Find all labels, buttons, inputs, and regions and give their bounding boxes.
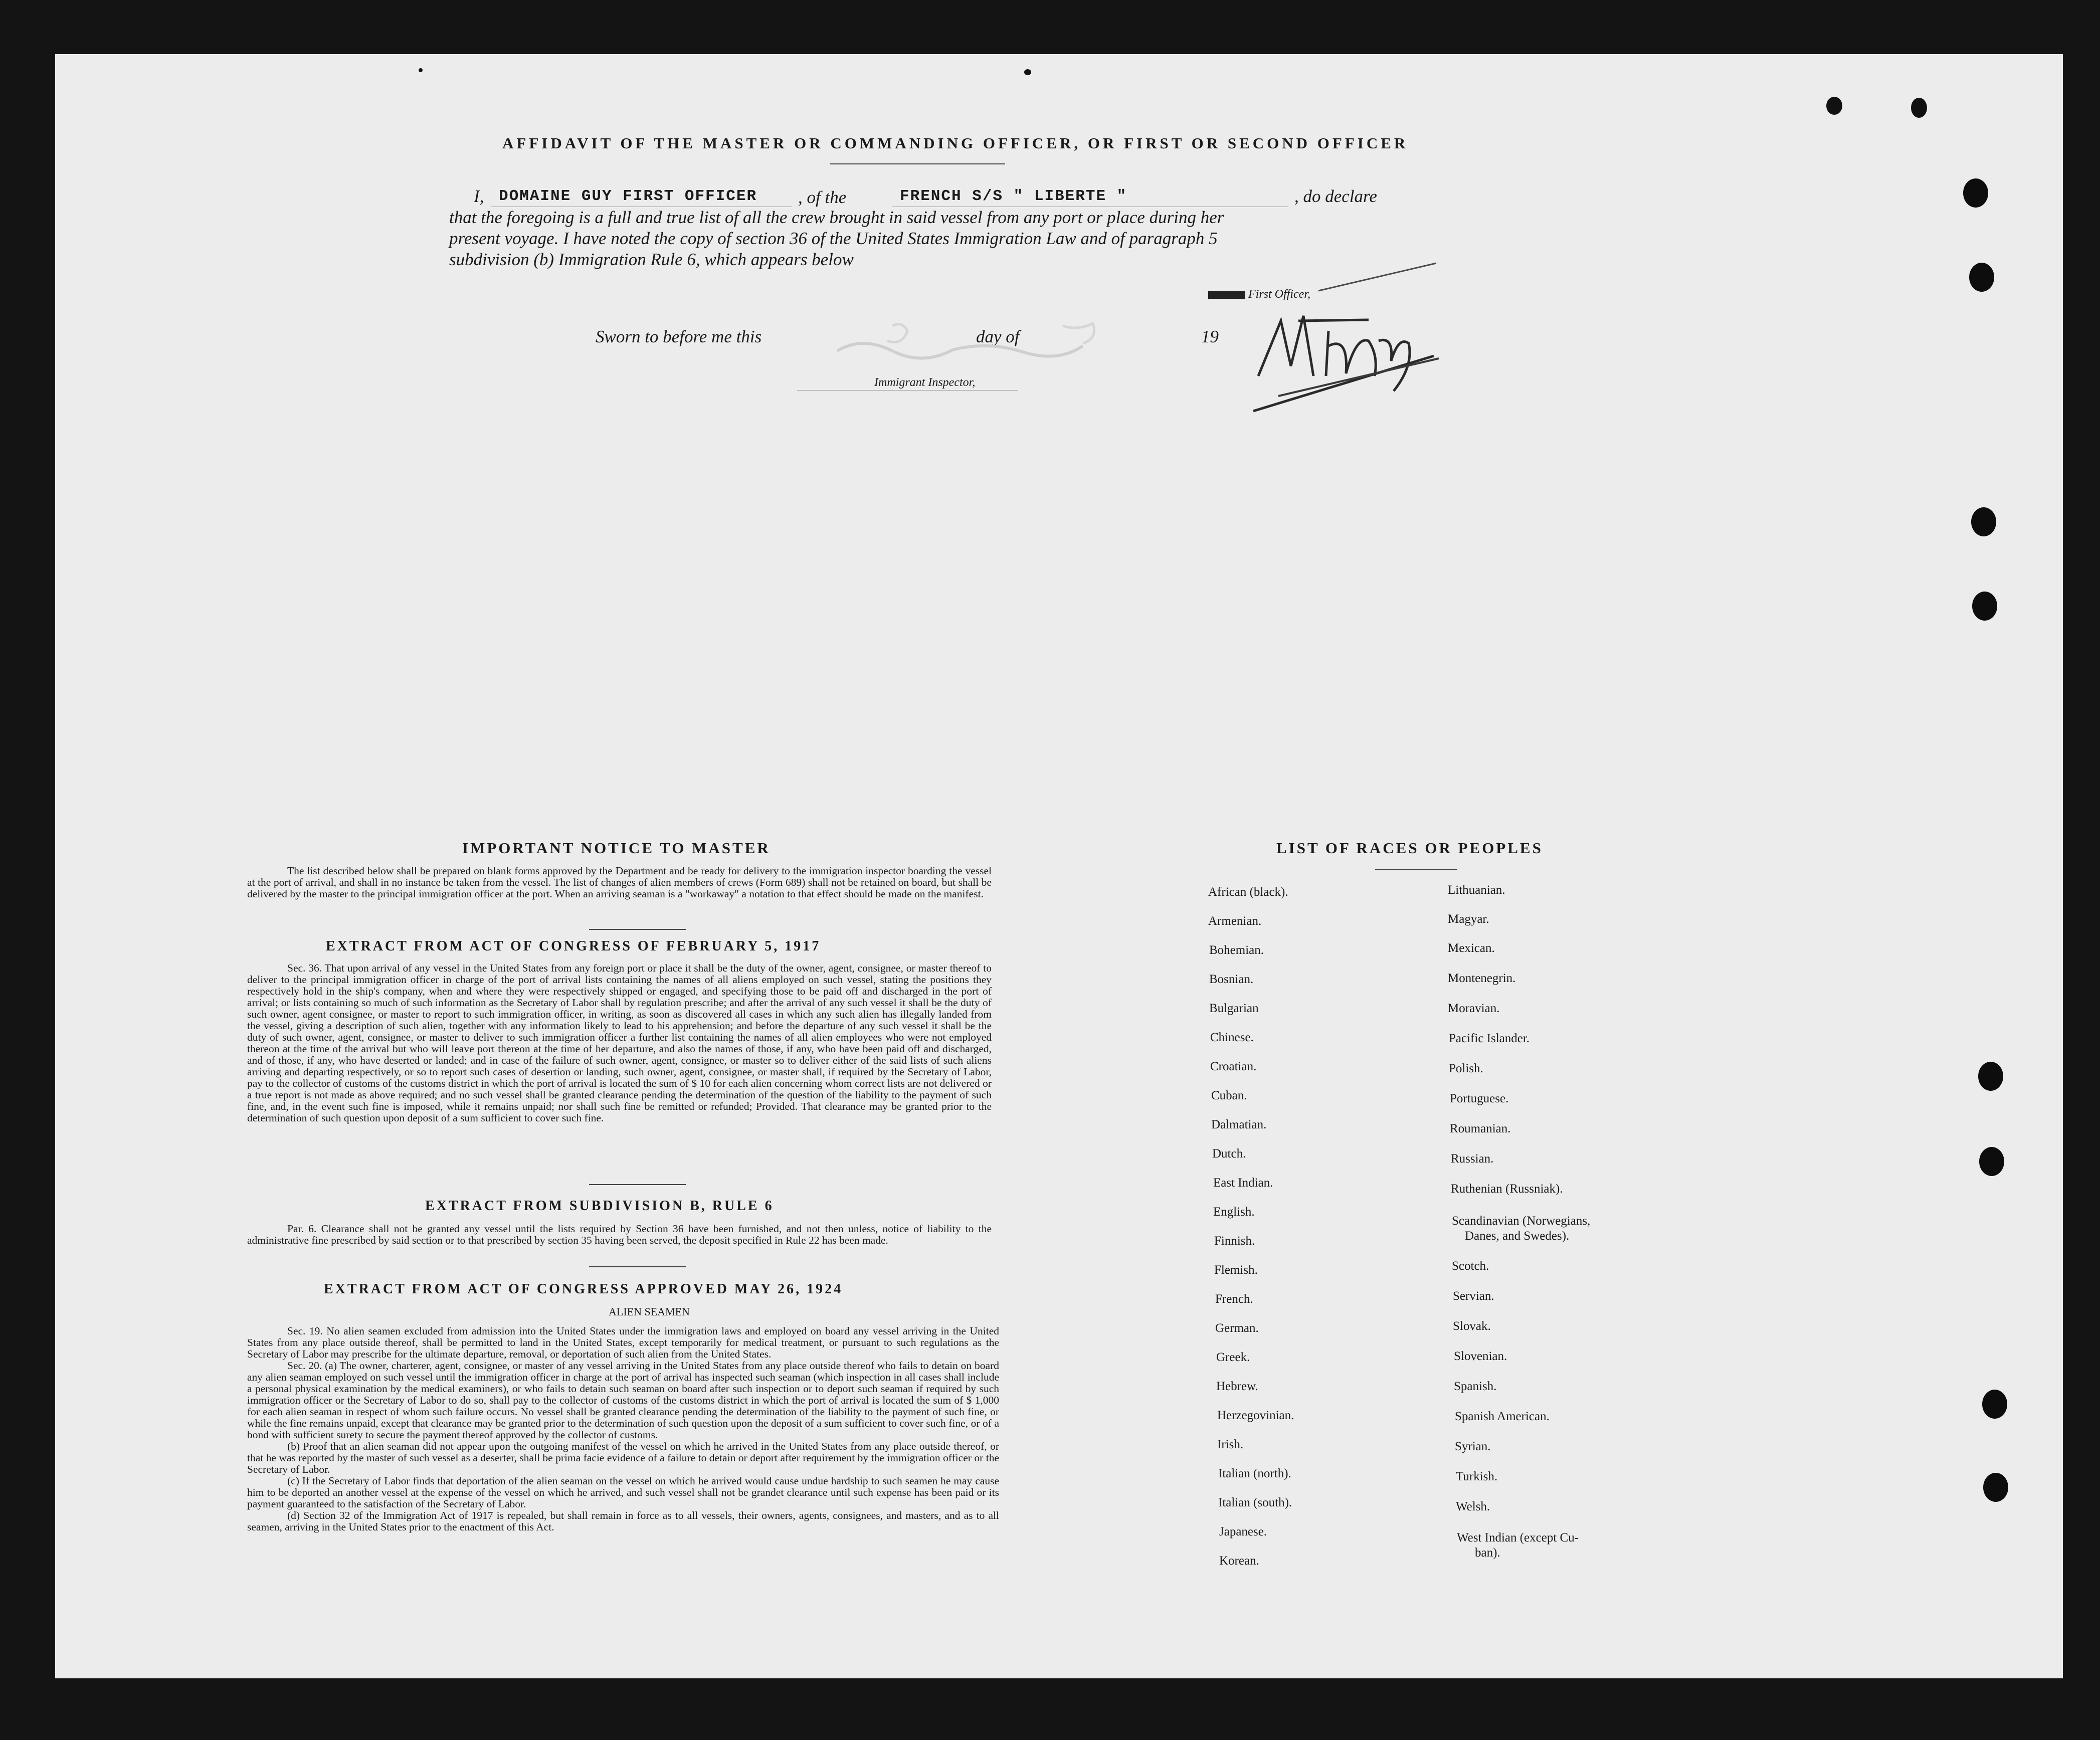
declaration-line: present voyage. I have noted the copy of section 36 of the United States Immigration Law and of paragraph 5 [449,229,1218,248]
race-item: Bulgarian [1209,1002,1259,1015]
races-title: LIST OF RACES OR PEOPLES [1276,839,1543,857]
speck [419,68,423,72]
section-20c-paragraph: (c) If the Secretary of Labor finds that deportation of the alien seaman on the vessel on which he arrived would cause undue hardship to such seamen he may cause him to be deported an another vessel at the expense of the vessel on which he arrived, and such vessel shall not be grandet clearance until such expense has been paid or its payment guaranteed to the satisfaction of the Secretary of Labor. [247,1475,999,1510]
race-item: Magyar. [1448,912,1489,926]
punch-mark [1911,98,1927,118]
divider [589,1184,686,1185]
race-item: Chinese. [1210,1031,1254,1044]
extract3-title: EXTRACT FROM ACT OF CONGRESS APPROVED MAY 26, 1924 [324,1281,843,1297]
declaration-line: subdivision (b) Immigration Rule 6, which appears below [449,250,854,269]
officer-title: First Officer, [1248,288,1310,301]
do-declare-label: , do declare [1294,186,1377,206]
race-item: Pacific Islander. [1449,1032,1530,1045]
divider [589,929,686,930]
officer-signature [1243,261,1454,421]
race-item: East Indian. [1213,1176,1273,1190]
race-item: Moravian. [1448,1002,1500,1015]
sworn-line [797,390,1018,391]
race-item: Portuguese. [1450,1092,1509,1105]
race-item: Spanish American. [1455,1410,1550,1423]
binder-hole [1971,507,1996,536]
redaction-mark [1208,291,1245,299]
section-19-paragraph: Sec. 19. No alien seamen excluded from admission into the United States under the immigration laws and employed on board any vessel arriving in the United States from any place outside thereof, shall be permitted to land in the United States, except temporarily for medical treatment, or pursuant to such regulations as the Secretary of Labor may prescribe for the ultimate departure, removal, or deportation of such alien from the United States. [247,1325,999,1360]
race-item: African (black). [1208,885,1288,899]
of-the-label: , of the [798,187,847,207]
race-item: Armenian. [1208,914,1262,928]
race-item: Syrian. [1455,1440,1491,1453]
race-item: Lithuanian. [1448,883,1505,897]
race-item: Welsh. [1456,1500,1490,1513]
extract1-text [247,962,992,1124]
race-item: Montenegrin. [1448,972,1516,985]
race-item: Bosnian. [1209,973,1254,986]
extract2-text [247,1223,992,1246]
binder-hole [1979,1147,2004,1176]
race-item: Scandinavian (Norwegians, [1452,1214,1591,1228]
binder-hole [1963,178,1988,208]
race-item: West Indian (except Cu- [1457,1531,1579,1544]
pronoun: I, [474,186,484,206]
race-item: French. [1215,1292,1253,1306]
race-item: Flemish. [1214,1263,1258,1277]
notice-paragraph: The list described below shall be prepared on blank forms approved by the Department and be ready for delivery to the immigration inspector boarding the vessel at the port of arrival, and shall in no instance be taken from the vessel. The list of changes of alien members of crews (Form 689) shall not be retained on board, but shall be delivered by the master to the principal immigration officer at the port. When an arriving seaman is a "workaway" a notation to that effect should be made on the manifest. [247,865,992,900]
race-item: Greek. [1216,1350,1250,1364]
divider [589,1266,686,1267]
race-item: Polish. [1449,1062,1483,1075]
race-item: Herzegovinian. [1217,1409,1294,1422]
binder-hole [1983,1473,2008,1502]
extract3-text [247,1325,999,1533]
punch-mark [1826,97,1842,115]
notice-title: IMPORTANT NOTICE TO MASTER [462,839,771,857]
race-item: Bohemian. [1209,943,1264,957]
race-item: Italian (south). [1218,1496,1292,1509]
race-item: Croatian. [1210,1060,1257,1073]
race-item: Dutch. [1212,1147,1246,1161]
affidavit-title: AFFIDAVIT OF THE MASTER OR COMMANDING OFFICER, OR FIRST OR SECOND OFFICER [502,134,1409,152]
officer-name: DOMAINE GUY FIRST OFFICER [499,187,757,205]
race-item: Scotch. [1452,1259,1489,1273]
extract1-title: EXTRACT FROM ACT OF CONGRESS OF FEBRUARY 5, 1917 [326,938,821,954]
binder-hole [1982,1390,2007,1419]
title-underline [830,163,1005,164]
race-item: Finnish. [1214,1234,1255,1248]
race-item: Korean. [1219,1554,1259,1568]
race-item: Russian. [1451,1152,1494,1166]
section-20-paragraph: Sec. 20. (a) The owner, charterer, agent, consignee, or master of any vessel arriving in the United States from any place outside thereof who fails to detain on board any alien seaman employed on such vessel until the immigration officer in charge at the port of arrival has inspected such seaman (which inspection in all cases shall include a personal physical examination by the medical examiners), or who fails to detain such seaman on board after such inspection or to deport such seaman if required by such immigration officer or the Secretary of Labor to do so, shall pay to the collector of customs of the customs district in which the port of arrival is located the sum of $ 1,000 for each alien seaman in respect of whom such failure occurs. No vessel shall be granted clearance pending the determination of the liability to the payment of such fine, or while the fine remains unpaid, except that clearance may be granted prior to the determination of such question upon the deposit of a sum sufficient to cover such fine, or of a bond with sufficient surety to secure the payment thereof approved by the collector of customs. [247,1360,999,1441]
race-item: Irish. [1217,1438,1244,1451]
year-prefix: 19 [1201,327,1219,346]
speck [1024,69,1031,75]
race-item: Dalmatian. [1211,1118,1267,1131]
race-item: Cuban. [1211,1089,1247,1102]
extract3-subtitle: ALIEN SEAMEN [609,1305,690,1318]
race-item: Roumanian. [1450,1122,1511,1135]
declaration-line: that the foregoing is a full and true list of all the crew brought in said vessel from any port or place during her [449,208,1224,227]
race-item: Servian. [1453,1289,1494,1303]
binder-hole [1978,1062,2003,1091]
race-item: Mexican. [1448,941,1495,955]
faint-stamp [822,316,1143,371]
binder-hole [1972,592,1997,621]
inspector-label: Immigrant Inspector, [874,376,976,389]
race-item: Italian (north). [1218,1467,1291,1480]
race-item: Hebrew. [1216,1380,1258,1393]
race-item: English. [1213,1205,1255,1219]
race-item: Slovenian. [1454,1349,1507,1363]
race-item: Danes, and Swedes). [1465,1229,1570,1243]
race-item: Spanish. [1454,1380,1497,1393]
section-20b-paragraph: (b) Proof that an alien seaman did not appear upon the outgoing manifest of the vessel on which he arrived in the United States from any place outside thereof, or that he was reported by the master of such vessel as a deserter, shall be prima facie evidence of a failure to detain or deport after requirement by the immigration officer or the Secretary of Labor. [247,1440,999,1475]
section-36-paragraph: Sec. 36. That upon arrival of any vessel in the United States from any foreign port or place it shall be the duty of the owner, agent, consignee, or master thereof to deliver to the principal immigration officer in charge of the port of arrival lists containing the names of all aliens employed on such vessel, stating the positions they respectively hold in the ship's company, when and where they were respectively shipped or engaged, and specifying those to be paid off and discharged in the port of arrival; or lists containing so much of such information as the Secretary of Labor shall by regulation prescribe; and after the arrival of any such vessel it shall be the duty of such owner, agent consignee, or master to report to such immigration officer, in writing, as soon as discovered all cases in which any such alien has illegally landed from the vessel, giving a description of such alien, together with any information likely to lead to his apprehension; and before the departure of any such vessel it shall be the duty of such owner, agent, consignee, or master to deliver to such immigration officer a further list containing the names of all alien employees who were not employed thereon at the time of the arrival but who will leave port thereon at the time of her departure, and also the names of those, if any, who have been paid off and discharged, and of those, if any, who have deserted or landed; and in case of the failure of such owner, agent, consignee, or master so to deliver either of the said lists of such aliens arriving and departing respectively, or so to report such cases of desertion or landing, such owner, agent, consignee, or master shall, if required by the Secretary of Labor, pay to the collector of customs of the customs district in which the port of arrival is located the sum of $ 10 for each alien concerning whom correct lists are not delivered or a true report is not made as above required; and no such vessel shall be granted clearance pending the determination of the question of the liability to the payment of such fine, and, in the event such fine is imposed, while it remains unpaid; nor shall such fine be remitted or refunded; Provided. That clearance may be granted prior to the determination of such question upon deposit of a sum sufficient to cover such fine. [247,962,992,1124]
notice-text [247,865,992,900]
section-20d-paragraph: (d) Section 32 of the Immigration Act of 1917 is repealed, but shall remain in force as to all vessels, their owners, agents, consignees, and masters, and as to all seamen, arriving in the United States prior to the enactment of this Act. [247,1509,999,1533]
divider [1375,869,1457,870]
race-item: Turkish. [1456,1470,1498,1483]
race-item: Slovak. [1453,1319,1491,1333]
race-item: ban). [1475,1546,1500,1560]
binder-hole [1969,263,1994,292]
race-item: Ruthenian (Russniak). [1451,1182,1563,1196]
race-item: German. [1215,1321,1259,1335]
extract2-title: EXTRACT FROM SUBDIVISION B, RULE 6 [425,1198,774,1214]
day-of-label: day of [976,327,1020,346]
rule-6-paragraph: Par. 6. Clearance shall not be granted any vessel until the lists required by Section 36 have been furnished, and not then unless, notice of liability to the administrative fine prescribed by said section or to that prescribed by section 35 having been served, the deposit specified in Rule 22 has been made. [247,1223,992,1246]
vessel-name: FRENCH S/S " LIBERTE " [900,187,1127,205]
sworn-prefix: Sworn to before me this [596,327,762,346]
race-item: Japanese. [1219,1525,1267,1538]
